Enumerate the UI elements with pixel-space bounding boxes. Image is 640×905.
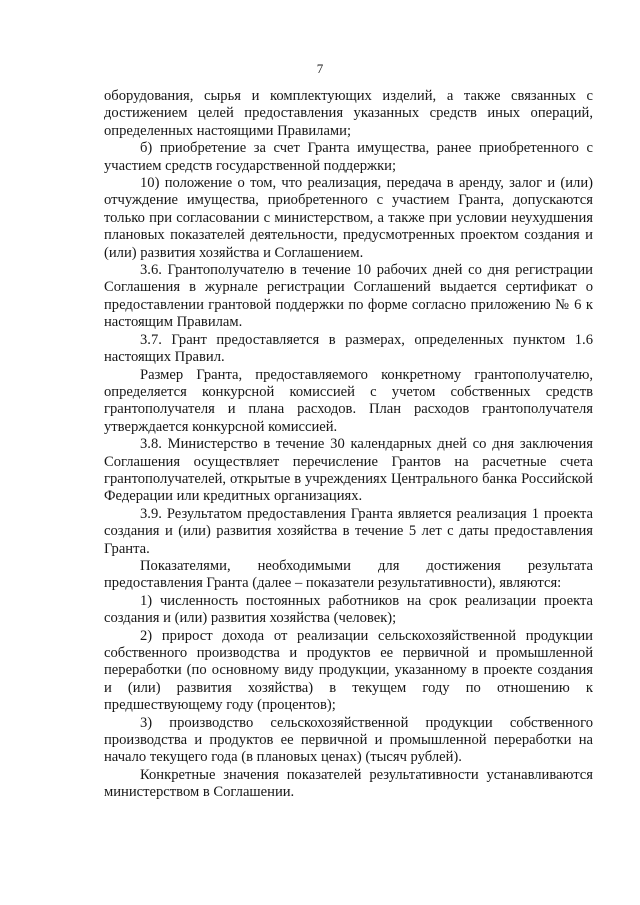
paragraph-continuation: оборудования, сырья и комплектующих изделий, а также связанных с достижением целей предоставления указанных средств иных операций, определенных настоящими Правилами; — [104, 88, 593, 139]
paragraph-grant-size: Размер Гранта, предоставляемого конкретному грантополучателю, определяется конкурсной комиссией с учетом собственных средств грантополучателя и плана расходов. План расходов грантополучателя утверждается конкурсной комиссией. — [104, 366, 593, 435]
page-number: 7 — [316, 61, 324, 76]
paragraph-3-7: 3.7. Грант предоставляется в размерах, определенных пунктом 1.6 настоящих Правил. — [104, 331, 593, 366]
document-body — [104, 88, 593, 802]
paragraph-indicator-3: 3) производство сельскохозяйственной продукции собственного производства и продуктов ее первичной и промышленной переработки на начало текущего года (в плановых ценах) (тысяч рублей). — [104, 714, 593, 766]
paragraph-item-b: б) приобретение за счет Гранта имущества, ранее приобретенного с участием средств государственной поддержки; — [104, 140, 593, 174]
paragraph-indicator-1: 1) численность постоянных работников на срок реализации проекта создания и (или) развития хозяйства (человек); — [104, 592, 593, 627]
paragraph-indicator-2: 2) прирост дохода от реализации сельскохозяйственной продукции собственного производства и продуктов ее первичной и промышленной переработки (по основному виду продукции, указанному в проекте создания и (или) развития хозяйства) в текущем году по отношению к предшествующему году (процентов); — [104, 627, 593, 714]
paragraph-3-9: 3.9. Результатом предоставления Гранта является реализация 1 проекта создания и (или) развития хозяйства в течение 5 лет с даты предоставления Гранта. — [104, 505, 593, 557]
paragraph-indicator-values: Конкретные значения показателей результативности устанавливаются министерством в Соглашении. — [104, 766, 593, 801]
paragraph-3-8: 3.8. Министерство в течение 30 календарных дней со дня заключения Соглашения осуществляет перечисление Грантов на расчетные счета грантополучателей, открытые в учреждениях Центрального банка Российской Федерации или кредитных организациях. — [104, 436, 593, 505]
paragraph-item-10: 10) положение о том, что реализация, передача в аренду, залог и (или) отчуждение имущества, приобретенного с участием Гранта, допускаются только при согласовании с министерством, а также при условии неухудшения плановых показателей деятельности, предусмотренных проектом создания и (или) развития хозяйства и Соглашением. — [104, 175, 593, 261]
paragraph-indicators-intro: Показателями, необходимыми для достижения результата предоставления Гранта (далее – показатели результативности), являются: — [104, 557, 593, 592]
paragraph-3-6: 3.6. Грантополучателю в течение 10 рабочих дней со дня регистрации Соглашения в журнале регистрации Соглашений выдается сертификат о предоставлении грантовой поддержки по форме согласно приложению № 6 к настоящим Правилам. — [104, 262, 593, 331]
